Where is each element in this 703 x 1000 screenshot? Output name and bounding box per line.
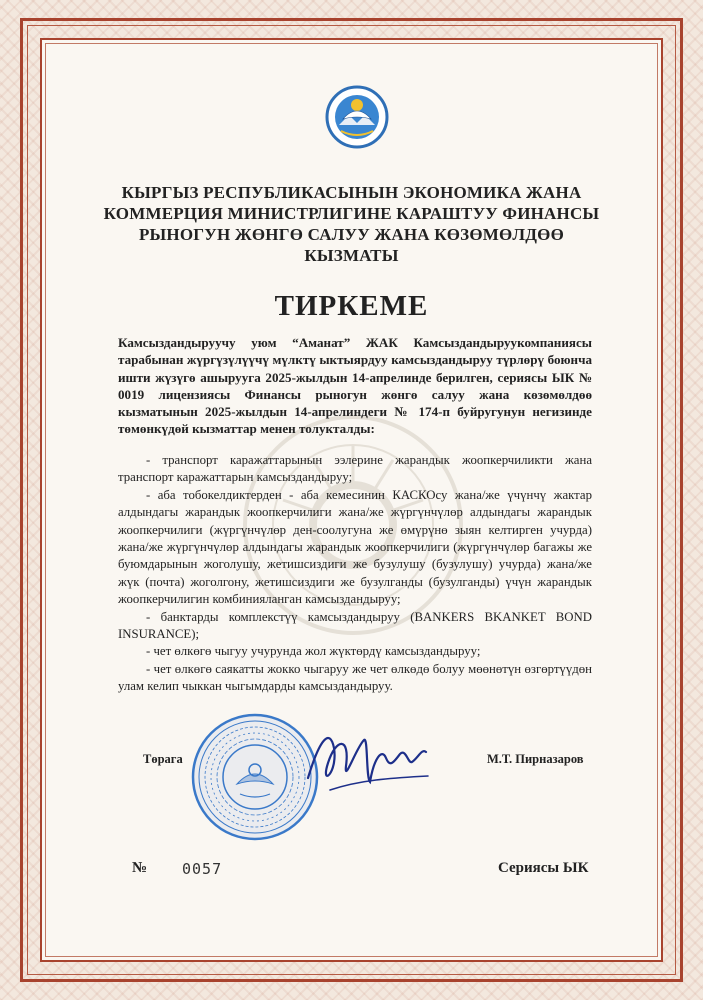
services-list [118, 452, 592, 696]
intro-paragraph: Камсыздандыруучу уюм “Аманат” ЖАК Камсыздандыруукомпаниясы тарабынан жүргүзүлүүчү мүлктү ыктыярдуу камсыздандыруу түрлөрү боюнча ишти жүзүгө ашырууга 2025-жылдын 14-апрелинде берилген, сериясы ЫК № 0019 лицензиясы Финансы рыногун жөнгө салуу жана көзөмөлдөө кызматынын 2025-жылдын 14-апрелиндеги № 174-п буйругунун негизинде төмөнкүдөй кызматтар менен толукталды: [118, 335, 592, 437]
issuer-heading-line: КЫЗМАТЫ [304, 246, 399, 265]
kyrgyz-emblem-icon [325, 85, 389, 149]
document-title: ТИРКЕМЕ [274, 290, 429, 322]
list-item: - чет өлкөгө саякатты жокко чыгаруу же чет өлкөдө болуу мөөнөтүн өзгөртүүдөн улам келип чыккан чыгымдарды камсыздандыруу. [118, 661, 592, 694]
signatory-name: М.Т. Пирназаров [487, 752, 584, 766]
document-number-label: № [132, 860, 148, 876]
issuer-heading-line: РЫНОГУН ЖӨНГӨ САЛУУ ЖАНА КӨЗӨМӨЛДӨӨ [138, 225, 565, 244]
list-item: - аба тобокелдиктерден - аба кемесинин КАСКОсу жана/же үчүнчү жактар алдындагы жарандык жоопкерчилиги жана/же жүргүнчүлөр алдындагы жарандык жоопкерчилиги (жүргүнчүлөр ден-соолугуна же өмүрүнө зыян келтирген учурда) жана/же жүргүнчүлөр алдындагы жарандык жоопкерчилиги (жүргүнчүлөр багажы же буюмдарынын жоголушу, жетишсиздиги же бузулушу (бузулушу) учурда) жана/же жүк (почта) жоголгону, жетишсиздиги же бузулганды (бузулганды) үчүн жарандык жоопкерчилигин комбинияланган камсыздандыруу; [118, 487, 592, 607]
document-number: 0057 [182, 860, 223, 878]
issuer-heading-line: КЫРГЫЗ РЕСПУБЛИКАСЫНЫН ЭКОНОМИКА ЖАНА [121, 183, 582, 202]
signatory-title: Төрага [143, 752, 183, 766]
document-series: Сериясы ЫК [498, 860, 589, 876]
handwritten-signature-icon [290, 718, 440, 808]
list-item: - банктарды комплекстүү камсыздандыруу (BANKERS BKANKET BOND INSURANCE); [118, 609, 592, 642]
issuer-heading [100, 182, 603, 266]
issuer-heading-line: КОММЕРЦИЯ МИНИСТРЛИГИНЕ КАРАШТУУ ФИНАНСЫ [103, 204, 600, 223]
list-item: - транспорт каражаттарынын ээлерине жарандык жоопкерчиликти жана транспорт каражаттарын камсыздандыруу; [118, 453, 592, 485]
list-item: - чет өлкөгө чыгуу учурунда жол жүктөрдү камсыздандыруу; [146, 644, 481, 659]
